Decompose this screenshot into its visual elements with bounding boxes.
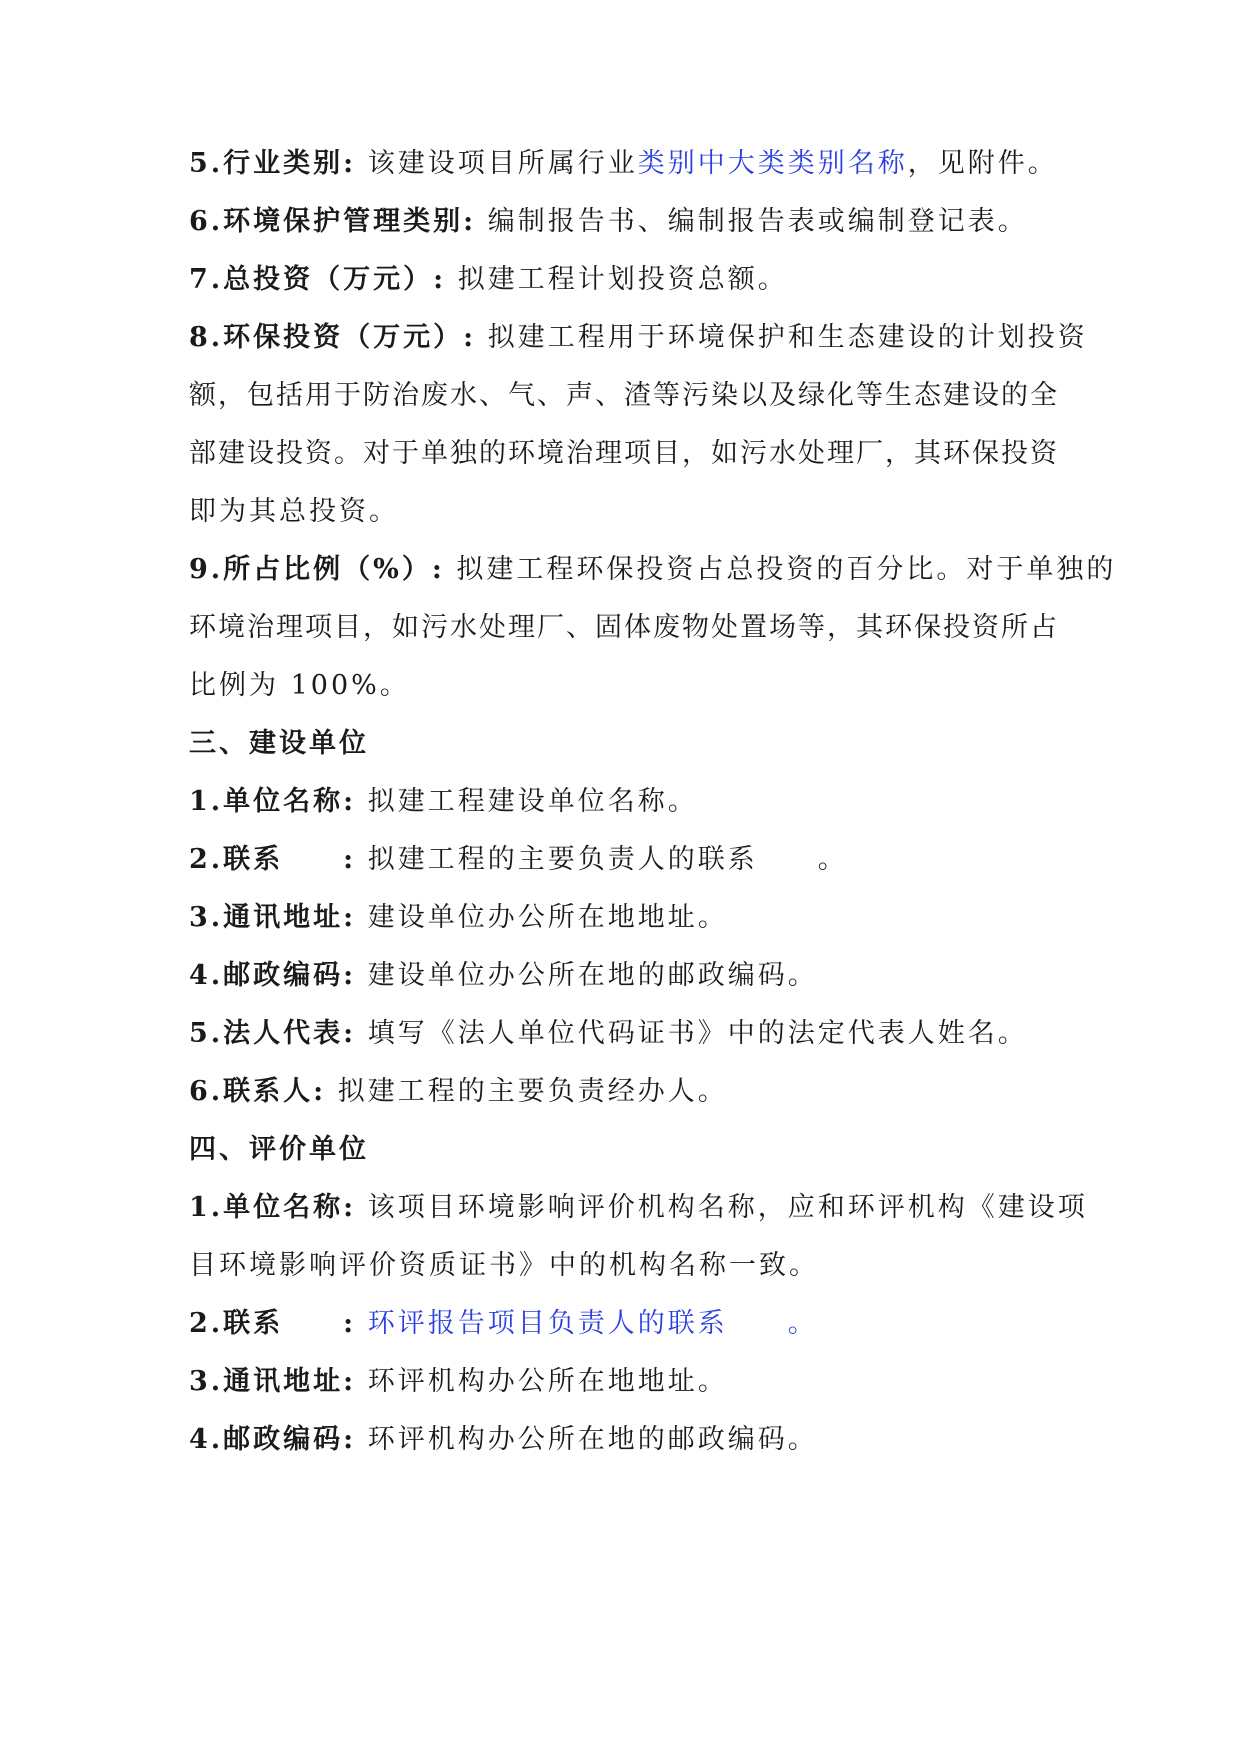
item-text: 拟建工程用于环境保护和生态建设的计划投资 xyxy=(487,322,1088,353)
item-text: 该建设项目所属行业 xyxy=(367,148,638,179)
item-text: 环评机构办公所在地的邮政编码。 xyxy=(367,1424,818,1455)
item-postal-code xyxy=(189,958,1069,994)
item-label: 1.单位名称: xyxy=(189,1192,357,1223)
section-heading-evaluation-unit: 四、评价单位 xyxy=(189,1134,369,1165)
item-industry-category xyxy=(189,146,1069,182)
item-contact xyxy=(189,842,1069,878)
item-text-continued: 额，包括用于防治废水、气、声、渣等污染以及绿化等生态建设的全 xyxy=(189,380,1059,411)
item-text-continued: 环境治理项目，如污水处理厂、固体废物处置场等，其环保投资所占 xyxy=(189,612,1059,643)
item-text: 拟建工程的主要负责人的联系 。 xyxy=(367,844,848,875)
item-label: 5.法人代表: xyxy=(189,1018,357,1049)
item-env-investment xyxy=(189,320,1088,356)
item-text: 拟建工程环保投资占总投资的百分比。对于单独的 xyxy=(456,554,1117,585)
item-eval-contact xyxy=(189,1306,1069,1342)
item-env-management-category xyxy=(189,204,1069,240)
item-text: 建设单位办公所在地地址。 xyxy=(367,902,728,933)
item-label: 6.联系人: xyxy=(189,1076,327,1107)
item-text-continued: 即为其总投资。 xyxy=(189,496,399,527)
highlighted-text: 环评报告项目负责人的联系 。 xyxy=(367,1308,818,1339)
item-text: ，见附件。 xyxy=(907,148,1058,179)
item-text: 环评机构办公所在地地址。 xyxy=(367,1366,728,1397)
item-label: 5.行业类别: xyxy=(189,148,357,179)
item-label: 1.单位名称: xyxy=(189,786,357,817)
item-label: 4.邮政编码: xyxy=(189,1424,357,1455)
item-text: 拟建工程计划投资总额。 xyxy=(457,264,788,295)
item-unit-name xyxy=(189,784,1069,820)
item-label: 4.邮政编码: xyxy=(189,960,357,991)
item-contact-person xyxy=(189,1074,1069,1110)
item-label: 6.环境保护管理类别: xyxy=(189,206,477,237)
item-label: 2.联系 : xyxy=(189,1308,357,1339)
item-text: 拟建工程建设单位名称。 xyxy=(367,786,698,817)
item-eval-postal-code xyxy=(189,1422,1069,1458)
item-ratio xyxy=(189,552,1117,588)
item-text: 编制报告书、编制报告表或编制登记表。 xyxy=(487,206,1028,237)
item-label: 3.通讯地址: xyxy=(189,1366,357,1397)
item-text-continued: 比例为 100%。 xyxy=(189,670,410,701)
item-legal-representative xyxy=(189,1016,1069,1052)
item-label: 8.环保投资（万元）: xyxy=(189,322,477,353)
item-label: 3.通讯地址: xyxy=(189,902,357,933)
item-eval-address xyxy=(189,1364,1069,1400)
item-eval-unit-name xyxy=(189,1190,1088,1226)
item-text: 拟建工程的主要负责经办人。 xyxy=(337,1076,728,1107)
item-total-investment xyxy=(189,262,1069,298)
item-text: 建设单位办公所在地的邮政编码。 xyxy=(367,960,818,991)
item-text-continued: 目环境影响评价资质证书》中的机构名称一致。 xyxy=(189,1250,819,1281)
item-label: 9.所占比例（%）: xyxy=(189,554,445,585)
item-label: 7.总投资（万元）: xyxy=(189,264,447,295)
item-text: 该项目环境影响评价机构名称，应和环评机构《建设项 xyxy=(367,1192,1088,1223)
item-text-continued: 部建设投资。对于单独的环境治理项目，如污水处理厂，其环保投资 xyxy=(189,438,1059,469)
item-text: 填写《法人单位代码证书》中的法定代表人姓名。 xyxy=(367,1018,1028,1049)
highlighted-text: 类别中大类类别名称 xyxy=(637,148,908,179)
section-heading-construction-unit: 三、建设单位 xyxy=(189,728,369,759)
item-label: 2.联系 : xyxy=(189,844,357,875)
item-address xyxy=(189,900,1069,936)
